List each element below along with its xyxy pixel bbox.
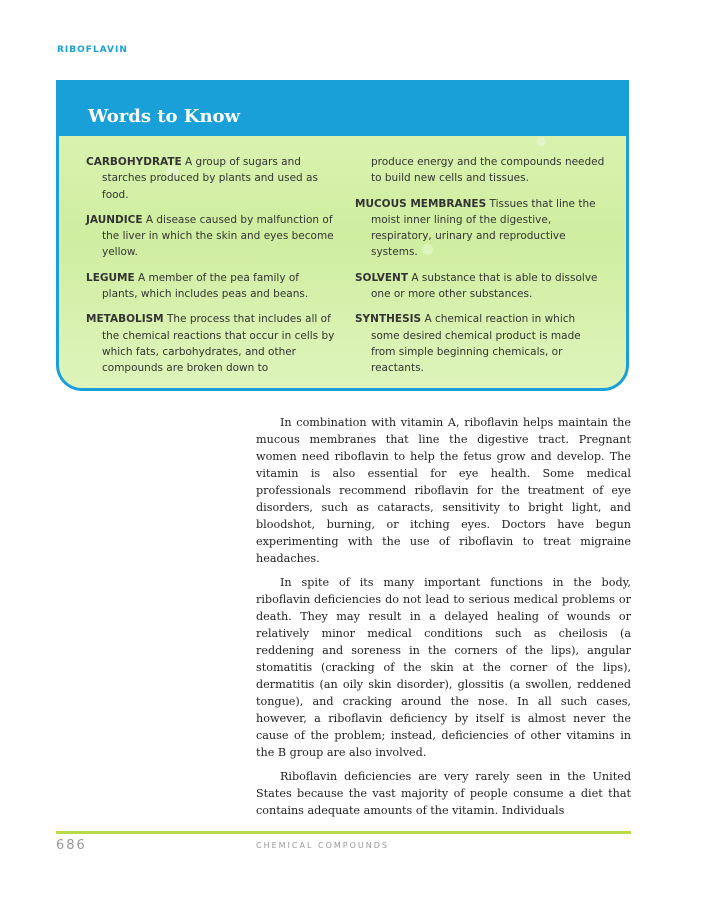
running-head: RIBOFLAVIN	[57, 45, 128, 55]
glossary-term: CARBOHYDRATE	[86, 156, 182, 168]
glossary-definition: A chemical reaction in which some desired chemical product is made from simple beginning chemicals, or reactants.	[371, 313, 581, 375]
body-paragraph: In spite of its many important functions in the body, riboflavin deficiencies do not lead to serious medical problems or death. They may result in a delayed healing of wounds or relatively minor medical conditions such as cheilosis (a reddening and soreness in the corners of the lips), angular stomatitis (cracking of the skin at the corner of the lips), dermatitis (an oily skin disorder), glossitis (a swollen, reddened tongue), and cracking around the nose. In all such cases, however, a riboflavin deficiency by itself is almost never the cause of the problem; instead, deficiencies of other vitamins in the B group are also involved.	[256, 576, 631, 759]
glossary-definition: Tissues that line the moist inner lining of the digestive, respiratory, urinary and reproductive systems.	[371, 197, 596, 259]
words-to-know-sidebar	[56, 80, 629, 391]
glossary-term: JAUNDICE	[86, 213, 143, 226]
body-paragraph: In combination with vitamin A, riboflavin helps maintain the mucous membranes that line the digestive tract. Pregnant women need riboflavin to help the fetus grow and develop. The vitamin is also essential for eye health. Some medical professionals recommend riboflavin for the treatment of eye disorders, such as cataracts, sensitivity to bright light, and bloodshot, burning, or itching eyes. Doctors have begun experimenting with the use of riboflavin to treat migraine headaches.	[256, 416, 631, 565]
sidebar-right-column	[355, 154, 605, 386]
glossary-term: LEGUME	[86, 271, 135, 284]
body-text	[256, 414, 631, 826]
glossary-definition-continuation: produce energy and the compounds needed to build new cells and tissues.	[371, 156, 605, 185]
glossary-term: METABOLISM	[86, 313, 164, 326]
sidebar-header	[59, 80, 626, 136]
glossary-definition: A disease caused by malfunction of the liver in which the skin and eyes become yellow.	[102, 213, 334, 259]
body-paragraph: Riboflavin deficiencies are very rarely seen in the United States because the vast majority of people consume a diet that contains adequate amounts of the vitamin. Individuals	[256, 770, 631, 817]
glossary-entry	[355, 311, 605, 376]
glossary-term: MUCOUS MEMBRANES	[355, 197, 487, 210]
glossary-entry	[86, 270, 336, 303]
glossary-entry	[86, 311, 336, 376]
sidebar-title: Words to Know	[88, 106, 241, 127]
glossary-term: SOLVENT	[355, 271, 408, 284]
sidebar-left-column	[86, 154, 336, 386]
glossary-definition: The process that includes all of the chemical reactions that occur in cells by which fats, carbohydrates, and other compounds are broken down to	[102, 313, 335, 375]
glossary-definition: A group of sugars and starches produced by plants and used as food.	[102, 156, 318, 201]
glossary-definition: A substance that is able to dissolve one or more other substances.	[371, 271, 598, 301]
page-number: 686	[56, 838, 87, 853]
glossary-entry	[355, 270, 605, 303]
glossary-entry	[86, 212, 336, 261]
footer-rule	[56, 831, 631, 834]
glossary-entry	[355, 196, 605, 261]
glossary-definition: A member of the pea family of plants, which includes peas and beans.	[102, 271, 309, 301]
glossary-entry	[86, 154, 336, 203]
glossary-term: SYNTHESIS	[355, 313, 422, 326]
footer-book-title: CHEMICAL COMPOUNDS	[256, 841, 389, 850]
